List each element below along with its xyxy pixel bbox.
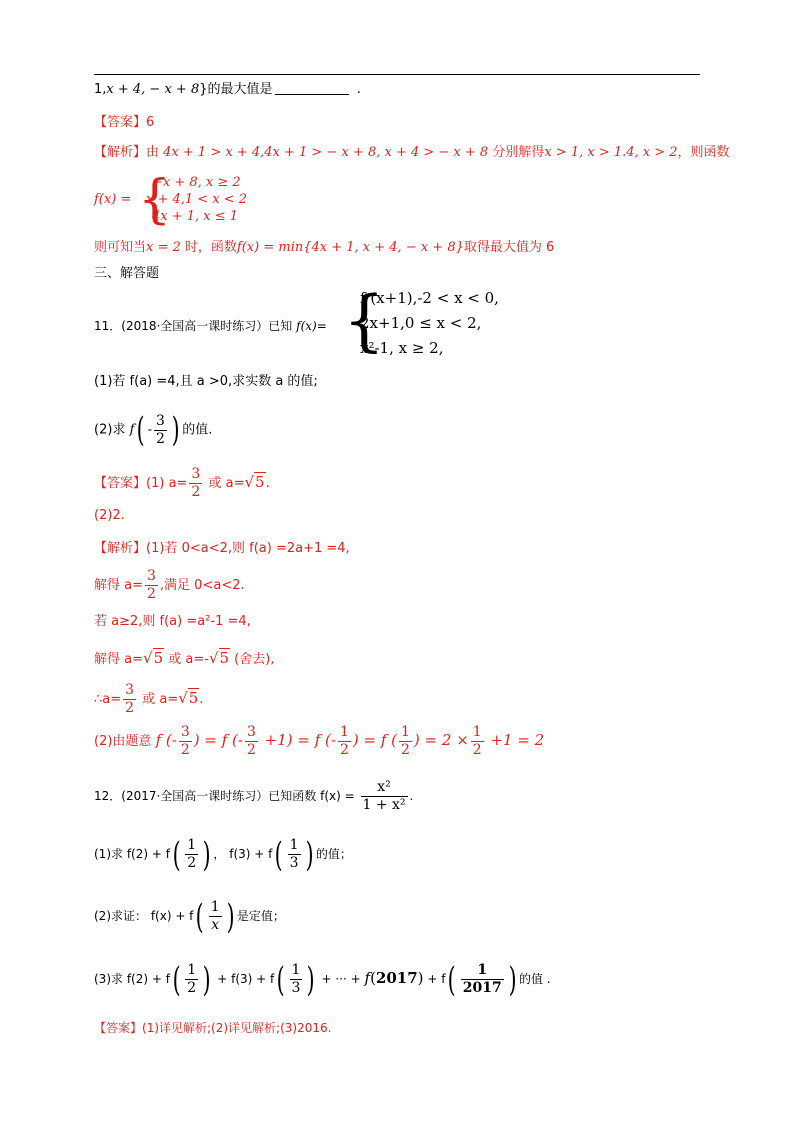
answer10 (94, 113, 154, 133)
text: 或 a= (204, 476, 245, 491)
numerator: 3 (147, 568, 156, 584)
q11-prefix (94, 316, 327, 336)
numerator: 3 (156, 412, 165, 429)
numerator: 3 (191, 466, 201, 482)
right-paren-icon: ) (171, 410, 180, 450)
left-paren-icon: ( (448, 959, 457, 1000)
answer-label: 【答案】 (94, 476, 147, 491)
text: + ··· + (317, 972, 365, 986)
q12-part1 (94, 834, 352, 875)
fraction (189, 466, 202, 501)
denominator: 2 (125, 700, 135, 716)
fraction (245, 724, 258, 759)
sqrt: √5 (244, 473, 265, 491)
left-paren-icon: ( (172, 834, 181, 875)
answer11-part2: (2)2. (94, 508, 125, 523)
text: (1) a= (146, 476, 188, 491)
left-brace-icon: { (138, 170, 172, 230)
numerator: 3 (180, 724, 190, 740)
numerator: 1 (187, 962, 197, 978)
left-paren-icon: ( (172, 959, 181, 1000)
math-expr: ) = 2 × (413, 731, 469, 749)
right-paren-icon: ) (202, 834, 211, 875)
case-1: −x + 8, x ≥ 2 (152, 175, 241, 190)
numerator: 3 (125, 682, 135, 698)
text: . (265, 476, 270, 491)
math-expr: 4x + 1 > x + 4,4x + 1 > − x + 8, x + 4 > − x + 8 (163, 145, 489, 160)
fraction (361, 779, 408, 814)
denominator: 3 (291, 980, 301, 996)
answer-label: 【答案】 (94, 115, 147, 130)
fraction (154, 413, 167, 448)
text: (1)求 f(2) + f (94, 847, 170, 861)
text: + f(3) + f (213, 972, 275, 986)
section-title: 三、解答题 (94, 266, 160, 281)
text: 分别解得 (488, 145, 545, 160)
text: 或 a= (138, 692, 179, 707)
left-paren-icon: ( (276, 959, 285, 1000)
numerator: 1 (289, 837, 299, 853)
left-paren-icon: ( (196, 896, 205, 937)
text: ， f(3) + f (213, 847, 273, 861)
value: 2017 (375, 969, 418, 987)
radicand: 5 (219, 649, 230, 667)
numerator: 3 (246, 724, 256, 740)
answer12 (94, 1018, 331, 1038)
text: ，则函数 (677, 145, 730, 160)
text: 由 (146, 145, 164, 160)
numerator: 1 (187, 837, 197, 853)
question12 (94, 776, 413, 816)
denominator: 3 (289, 855, 299, 871)
fraction (461, 962, 504, 997)
header-rule (94, 74, 700, 75)
math-expr: ) = f ( (352, 731, 397, 749)
text: ,满足 0<a<2. (159, 578, 245, 593)
text: (1)若 0<a<2,则 f(a) =2a+1 =4, (146, 541, 350, 556)
text: 解得 a= (94, 652, 143, 667)
fx-label: f(x) = (94, 192, 132, 207)
text: 解得 a= (94, 578, 143, 593)
left-paren-icon: ( (275, 834, 283, 875)
math-expr: x > 1, x > 1.4, x > 2 (544, 145, 678, 160)
numerator: 1 (401, 724, 410, 740)
right-paren-icon: ) (307, 959, 316, 1000)
math-expr: x + 4, − x + 8 (106, 82, 200, 97)
denominator: 2017 (462, 980, 502, 996)
radicand: 5 (153, 649, 164, 667)
numerator: 1 (339, 724, 349, 740)
fraction (290, 962, 303, 997)
text: 取得最大值为 6 (463, 240, 555, 255)
left-paren-icon: ( (137, 410, 145, 450)
fraction (209, 899, 222, 934)
question10-tail (94, 80, 361, 100)
right-paren-icon: ) (305, 834, 314, 875)
denominator: x (209, 916, 222, 934)
numerator: 1 (210, 899, 220, 915)
denominator: 2 (339, 742, 349, 758)
q12-part3 (94, 958, 551, 1000)
fraction (185, 837, 198, 872)
radicand: 5 (255, 473, 265, 491)
text: + f (423, 972, 446, 986)
text: 时，函数 (180, 240, 237, 255)
text: (3)求 f(2) + f (94, 972, 170, 986)
fraction (123, 682, 136, 717)
math-expr: +1) = f (- (259, 731, 336, 749)
denominator: 2 (180, 742, 190, 758)
text: }的最大值是 (199, 82, 273, 97)
text: (2)由题意 (94, 734, 156, 749)
text: (2)求证： f(x) + f (94, 909, 194, 923)
math-f: f (364, 969, 371, 987)
case-1: f (x+1),-2 < x < 0, (360, 289, 499, 307)
sqrt: √5 (208, 649, 230, 667)
analysis11-l5 (94, 678, 203, 720)
math-f: f (129, 422, 135, 438)
text: 的值； (315, 847, 352, 861)
math-expr: x = 2 (146, 240, 181, 255)
analysis11-l1 (94, 539, 350, 559)
text: . (356, 82, 361, 97)
answer-value: (1)详见解析;(2)详见解析;(3)2016. (142, 1021, 332, 1035)
sqrt: √5 (143, 649, 164, 667)
answer-value: 6 (146, 115, 155, 130)
paren-expr: (2017) (370, 969, 424, 987)
fraction (185, 962, 198, 997)
answer11 (94, 462, 270, 504)
text: 1, (94, 82, 107, 97)
numerator: x² (377, 779, 391, 795)
case-2: 2x+1,0 ≤ x < 2, (360, 314, 482, 332)
analysis-label: 【解析】 (94, 145, 147, 160)
text: 12．(2017·全国高一课时练习）已知函数 f(x) = (94, 789, 359, 803)
text: (2)求 (94, 422, 130, 438)
analysis10-line1 (94, 143, 730, 163)
denominator: 2 (187, 855, 197, 871)
text: 则可知当 (94, 240, 147, 255)
case-3: 4x + 1, x ≤ 1 (152, 209, 239, 224)
answer-blank[interactable] (275, 80, 349, 95)
math-expr: f (- (155, 731, 177, 749)
text: . (409, 789, 414, 803)
analysis11-l6 (94, 720, 544, 762)
q11-part2 (94, 410, 212, 451)
denominator: 2 (156, 430, 165, 447)
case-2: x + 4,1 < x < 2 (146, 192, 248, 207)
right-paren-icon: ) (202, 959, 211, 1000)
right-paren-icon: ) (508, 959, 517, 1000)
text: 的值 . (518, 972, 551, 986)
fraction (399, 724, 412, 759)
denominator: 2 (401, 742, 410, 758)
left-brace-icon: { (343, 282, 385, 359)
text: 是定值； (236, 909, 285, 923)
text: 或 a=- (164, 652, 209, 667)
math-expr: f(x)= (296, 319, 327, 333)
numerator: 1 (472, 724, 482, 740)
text: ∴a= (94, 692, 122, 707)
right-paren-icon: ) (226, 896, 235, 937)
fraction (145, 568, 158, 603)
fraction (179, 724, 192, 759)
analysis11-l2 (94, 566, 245, 606)
fraction (471, 724, 484, 759)
denominator: 2 (246, 742, 256, 758)
denominator: 1 + x² (362, 797, 406, 813)
numerator: 1 (477, 962, 488, 978)
analysis10-conclusion (94, 238, 554, 258)
math-expr: ) = f (- (193, 731, 243, 749)
analysis11-l3: 若 a≥2,则 f(a) =a²-1 =4, (94, 614, 251, 629)
q12-part2 (94, 896, 285, 937)
minus-sign: - (147, 422, 153, 438)
denominator: 2 (472, 742, 482, 758)
math-expr: f(x) = min{4x + 1, x + 4, − x + 8} (236, 240, 464, 255)
fraction (338, 724, 351, 759)
text: . (199, 692, 204, 707)
answer-label: 【答案】 (94, 1021, 143, 1035)
text: 的值. (182, 422, 213, 438)
denominator: 2 (147, 586, 156, 602)
fraction (288, 837, 301, 872)
math-expr: +1 = 2 (485, 731, 545, 749)
denominator: 2 (187, 980, 197, 996)
case-3: x²-1, x ≥ 2, (360, 339, 444, 357)
text: 11．(2018·全国高一课时练习）已知 (94, 319, 297, 333)
analysis11-l4 (94, 648, 274, 670)
text: (舍去), (230, 652, 275, 667)
q11-part1: (1)若 f(a) =4,且 a >0,求实数 a 的值; (94, 374, 318, 389)
radicand: 5 (188, 689, 199, 707)
analysis-label: 【解析】 (94, 541, 147, 556)
numerator: 1 (291, 962, 301, 978)
denominator: 2 (191, 484, 201, 500)
sqrt: √5 (178, 689, 199, 707)
